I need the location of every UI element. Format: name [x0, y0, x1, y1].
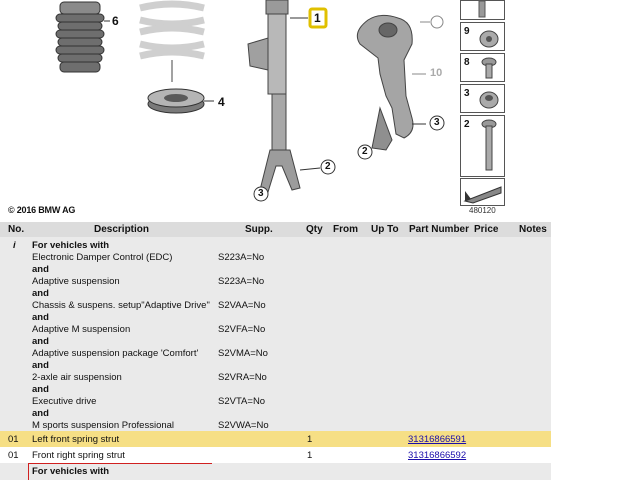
vehicle-condition-note: [0, 237, 551, 444]
callout-3: 3: [258, 188, 264, 199]
info-icon: i: [13, 240, 16, 251]
coil-spring-part: [140, 4, 204, 56]
callout-2: 2: [325, 161, 331, 172]
exploded-view-illustration: [0, 0, 640, 222]
note-and: and: [32, 312, 49, 323]
highlight-border: [28, 463, 29, 480]
parts-table: [0, 222, 551, 444]
note-and: and: [32, 360, 49, 371]
note-line: M sports suspension Professional: [32, 420, 175, 431]
part-number-link[interactable]: 31316866592: [408, 450, 467, 461]
diagram-id: 480120: [469, 206, 496, 215]
table-header: [0, 222, 551, 237]
row-description: Left front spring strut: [32, 434, 120, 445]
copyright-text: © 2016 BMW AG: [8, 205, 76, 215]
next-condition-note: [0, 463, 551, 480]
spring-strut-part: [248, 0, 300, 192]
header-description[interactable]: Description: [94, 224, 150, 235]
header-no[interactable]: No.: [8, 224, 25, 235]
header-notes[interactable]: Notes: [519, 224, 547, 235]
thumbnail-nut-3[interactable]: [460, 84, 505, 113]
note-line: Chassis & suspens. setup"Adaptive Drive": [32, 300, 210, 311]
note-and: and: [32, 288, 49, 299]
callout-1[interactable]: 1: [314, 11, 321, 25]
header-from[interactable]: From: [333, 224, 358, 235]
row-description: Front right spring strut: [32, 450, 125, 461]
callout-2b: 2: [362, 146, 368, 157]
table-row[interactable]: [0, 431, 551, 447]
header-price[interactable]: Price: [474, 224, 499, 235]
header-qty[interactable]: Qty: [306, 224, 323, 235]
thumbnail-nut-9[interactable]: [460, 22, 505, 51]
note-supp: S2VAA=No: [218, 300, 266, 311]
thumbnail-label: 3: [464, 88, 470, 99]
note-line: Adaptive M suspension: [32, 324, 131, 335]
row-qty: 1: [307, 450, 313, 461]
callout-4: 4: [218, 95, 225, 109]
note-supp: S2VMA=No: [218, 348, 268, 359]
part-number-link[interactable]: 31316866591: [408, 434, 467, 445]
thumbnail-label: 8: [464, 57, 470, 68]
note-and: and: [32, 408, 49, 419]
thumbnail-label: 2: [464, 119, 470, 130]
spring-pad-part: [148, 89, 204, 113]
row-qty: 1: [307, 434, 313, 445]
highlight-border: [28, 463, 212, 464]
note-and: and: [32, 264, 49, 275]
callout-6: 6: [112, 14, 119, 28]
note-supp: S223A=No: [218, 276, 265, 287]
note-title: For vehicles with: [32, 466, 110, 477]
note-line: Adaptive suspension: [32, 276, 120, 287]
callout-3b: 3: [434, 117, 440, 128]
thumbnail-arrow[interactable]: [460, 178, 505, 206]
thumbnail-bolt-8[interactable]: [460, 53, 505, 82]
note-supp: S2VWA=No: [218, 420, 269, 431]
exploded-arrow-icon: [461, 179, 504, 205]
parts-diagram: [0, 0, 640, 222]
row-no: 01: [8, 434, 19, 445]
swivel-bearing-part: [357, 15, 413, 150]
hardware-thumbnails: [460, 0, 505, 206]
bellows-part: [56, 2, 104, 72]
note-supp: S2VTA=No: [218, 396, 266, 407]
header-partnumber[interactable]: Part Number: [409, 224, 470, 235]
header-upto[interactable]: Up To: [371, 224, 399, 235]
row-no: 01: [8, 450, 19, 461]
note-supp: S2VRA=No: [218, 372, 267, 383]
note-supp: S2VFA=No: [218, 324, 266, 335]
note-title: For vehicles with: [32, 240, 110, 251]
note-line: Electronic Damper Control (EDC): [32, 252, 173, 263]
thumbnail-bolt-2[interactable]: [460, 115, 505, 177]
note-line: 2-axle air suspension: [32, 372, 122, 383]
note-line: Adaptive suspension package 'Comfort': [32, 348, 199, 359]
thumbnail-label: 9: [464, 26, 470, 37]
note-line: Executive drive: [32, 396, 97, 407]
header-supp[interactable]: Supp.: [245, 224, 273, 235]
note-and: and: [32, 384, 49, 395]
note-supp: S223A=No: [218, 252, 265, 263]
note-and: and: [32, 336, 49, 347]
thumbnail-top[interactable]: [460, 0, 505, 20]
callout-10: 10: [430, 67, 443, 79]
table-row[interactable]: [0, 447, 551, 463]
